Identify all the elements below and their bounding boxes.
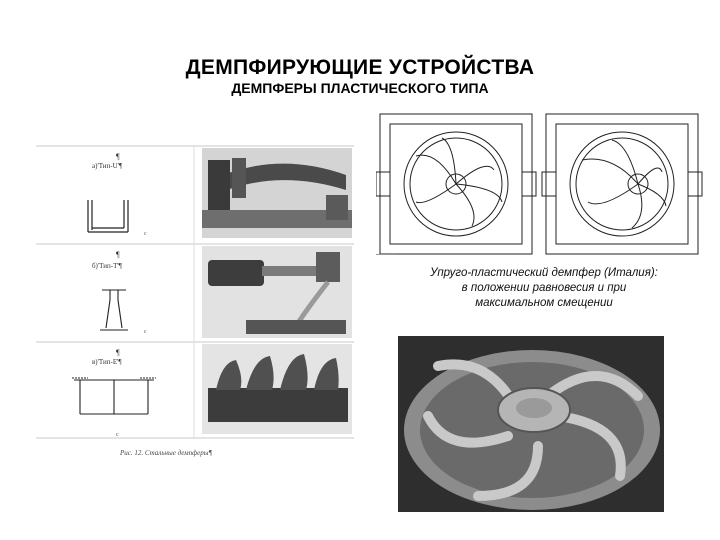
row2-mark: ¶ — [116, 250, 120, 259]
figure-caption: Рис. 12. Стальные демпферы¶ — [120, 449, 213, 457]
damper-drawings-svg — [376, 110, 706, 260]
spiral-damper-svg — [398, 336, 664, 512]
row3-label: в)'Тип-E'¶ — [92, 358, 122, 366]
slide-title: ДЕМПФИРУЮЩИЕ УСТРОЙСТВА — [185, 56, 535, 79]
caption-line-1: Упруго-пластический демпфер (Италия): — [430, 267, 658, 279]
steel-dampers-table — [36, 140, 354, 462]
caption-line-3: максимальном смещении — [475, 297, 613, 309]
steel-dampers-figure — [36, 140, 354, 462]
italy-damper-caption — [376, 266, 712, 311]
drawing-dimension-line — [376, 254, 396, 255]
svg-text:с: с — [144, 231, 147, 237]
slide-subtitle: ДЕМПФЕРЫ ПЛАСТИЧЕСКОГО ТИПА — [231, 80, 489, 96]
t-type-photo — [202, 246, 352, 338]
spiral-damper-photo — [398, 336, 664, 512]
u-type-sketch — [88, 200, 128, 232]
svg-text:с: с — [116, 432, 119, 438]
e-type-sketch — [72, 378, 156, 414]
row1-mark: ¶ — [116, 152, 120, 161]
t-type-sketch — [100, 290, 128, 330]
row2-label: б)'Тип-Т'¶ — [92, 262, 122, 270]
row1-label: а)'Тип-U'¶ — [92, 162, 123, 170]
row3-mark: ¶ — [116, 348, 120, 357]
italy-damper-drawings — [376, 110, 706, 260]
e-type-photo — [202, 344, 352, 434]
u-type-photo — [202, 148, 352, 238]
svg-text:с: с — [144, 329, 147, 335]
caption-line-2: в положении равновесия и при — [461, 282, 627, 294]
